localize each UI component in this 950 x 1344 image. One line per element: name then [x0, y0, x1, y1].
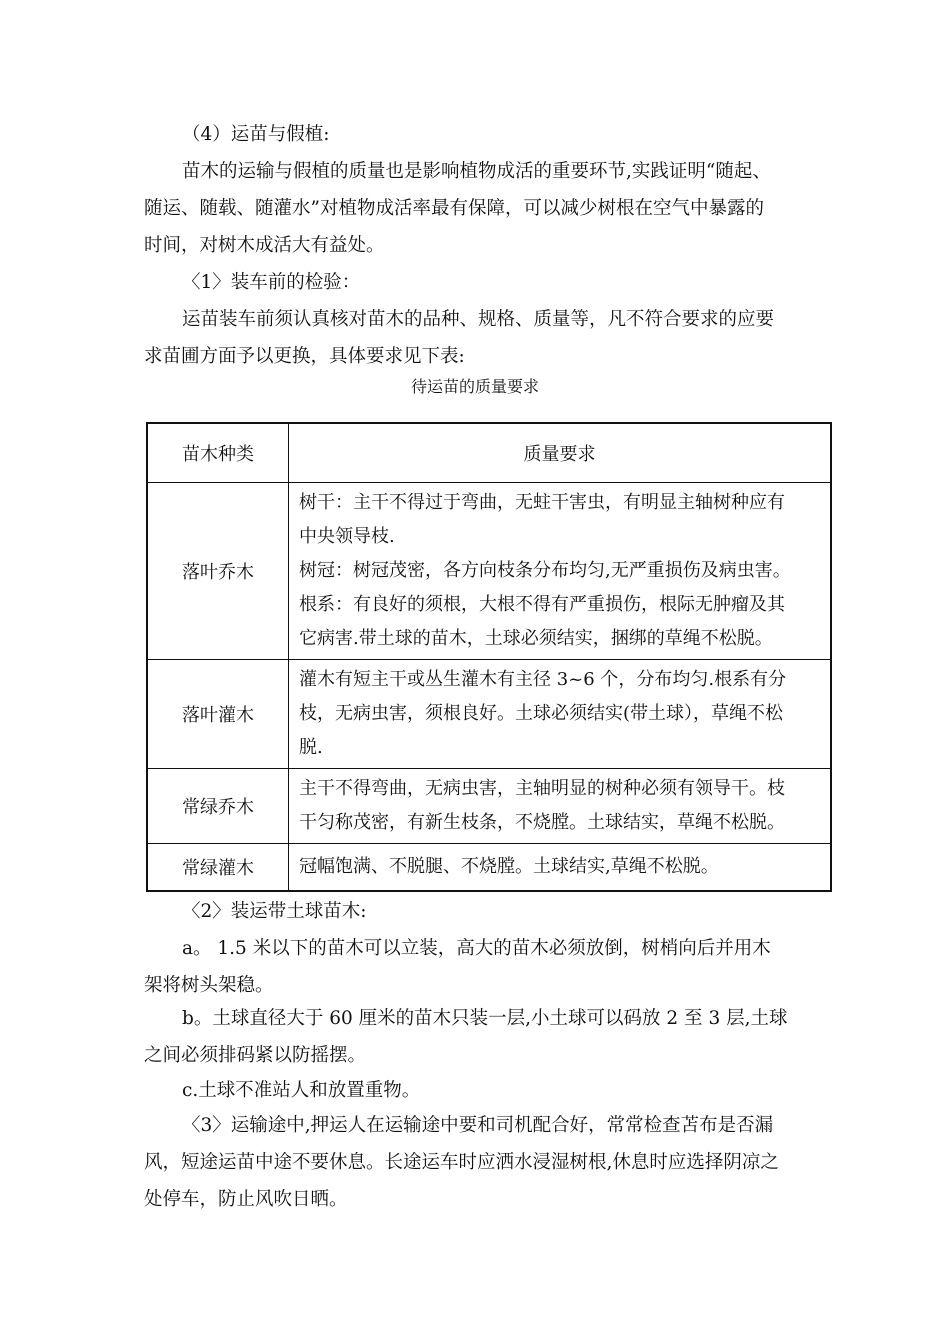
seedling-type-cell: 常绿灌木 [147, 844, 289, 892]
paragraph-line: 〈3〉运输途中,押运人在运输途中要和司机配合好，常常检查苫布是否漏 [182, 1115, 774, 1136]
paragraph-line: 随运、随载、随灌水”对植物成活率最有保障，可以减少树根在空气中暴露的 [144, 198, 764, 219]
subsection-heading: 〈1〉装车前的检验： [182, 272, 361, 293]
table-caption: 待运苗的质量要求 [410, 377, 539, 396]
paragraph-line: 处停车，防止风吹日晒。 [144, 1189, 348, 1210]
paragraph-line: 时间，对树木成活大有益处。 [144, 235, 385, 256]
seedling-type-cell: 落叶乔木 [147, 483, 289, 660]
quality-line: 枝，无病虫害，须根良好。土球必须结实(带土球），草绳不松 [299, 703, 784, 724]
table-row [147, 483, 831, 660]
quality-table [146, 422, 832, 892]
paragraph-line: 架将树头架稳。 [144, 975, 274, 996]
quality-line: 树干：主干不得过于弯曲，无蛀干害虫，有明显主轴树种应有 [299, 492, 785, 513]
paragraph-line: 运苗装车前须认真核对苗木的品种、规格、质量等，凡不符合要求的应要 [182, 309, 775, 330]
quality-line: 主干不得弯曲，无病虫害，主轴明显的树种必须有领导干。枝 [299, 778, 785, 799]
quality-line: 干匀称茂密，有新生枝条，不烧膛。土球结实，草绳不松脱。 [299, 812, 785, 833]
paragraph-line: 风，短途运苗中途不要休息。长途运车时应洒水浸湿树根,休息时应选择阴凉之 [144, 1152, 779, 1173]
paragraph-line: 之间必须排码紧以防摇摆。 [144, 1045, 367, 1066]
paragraph-line: b。土球直径大于 60 厘米的苗木只装一层,小土球可以码放 2 至 3 层,土球 [182, 1008, 788, 1029]
quality-cell [289, 844, 832, 892]
paragraph-line: a。 1.5 米以下的苗木可以立装，高大的苗木必须放倒，树梢向后并用木 [182, 938, 771, 959]
paragraph-line: 苗木的运输与假植的质量也是影响植物成活的重要环节,实践证明“随起、 [182, 161, 771, 182]
subsection-heading: 〈2〉装运带土球苗木: [182, 901, 367, 922]
seedling-type-cell: 落叶灌木 [147, 660, 289, 769]
table-row [147, 844, 831, 892]
column-header-quality: 质量要求 [289, 423, 832, 483]
paragraph-line: c.土球不准站人和放置重物。 [182, 1080, 421, 1101]
seedling-type-cell: 常绿乔木 [147, 769, 289, 844]
table-row [147, 660, 831, 769]
quality-line: 中央领导枝. [299, 526, 395, 547]
quality-cell [289, 769, 832, 844]
quality-line: 它病害.带土球的苗木，土球必须结实，捆绑的草绳不松脱。 [299, 628, 773, 649]
quality-line: 灌木有短主干或丛生灌木有主径 3~6 个，分布均匀.根系有分 [299, 669, 787, 690]
column-header-type: 苗木种类 [147, 423, 289, 483]
quality-line: 树冠：树冠茂密，各方向枝条分布均匀,无严重损伤及病虫害。 [299, 560, 791, 581]
table-header-row [147, 423, 831, 483]
table-row [147, 769, 831, 844]
section-heading: （4）运苗与假植: [182, 124, 330, 145]
quality-line: 脱. [299, 737, 323, 758]
paragraph-line: 求苗圃方面予以更换，具体要求见下表: [144, 346, 465, 367]
quality-cell [289, 483, 832, 660]
quality-line: 根系：有良好的须根，大根不得有严重损伤，根际无肿瘤及其 [299, 594, 785, 615]
quality-line: 冠幅饱满、不脱腿、不烧膛。土球结实,草绳不松脱。 [299, 856, 719, 877]
quality-cell [289, 660, 832, 769]
